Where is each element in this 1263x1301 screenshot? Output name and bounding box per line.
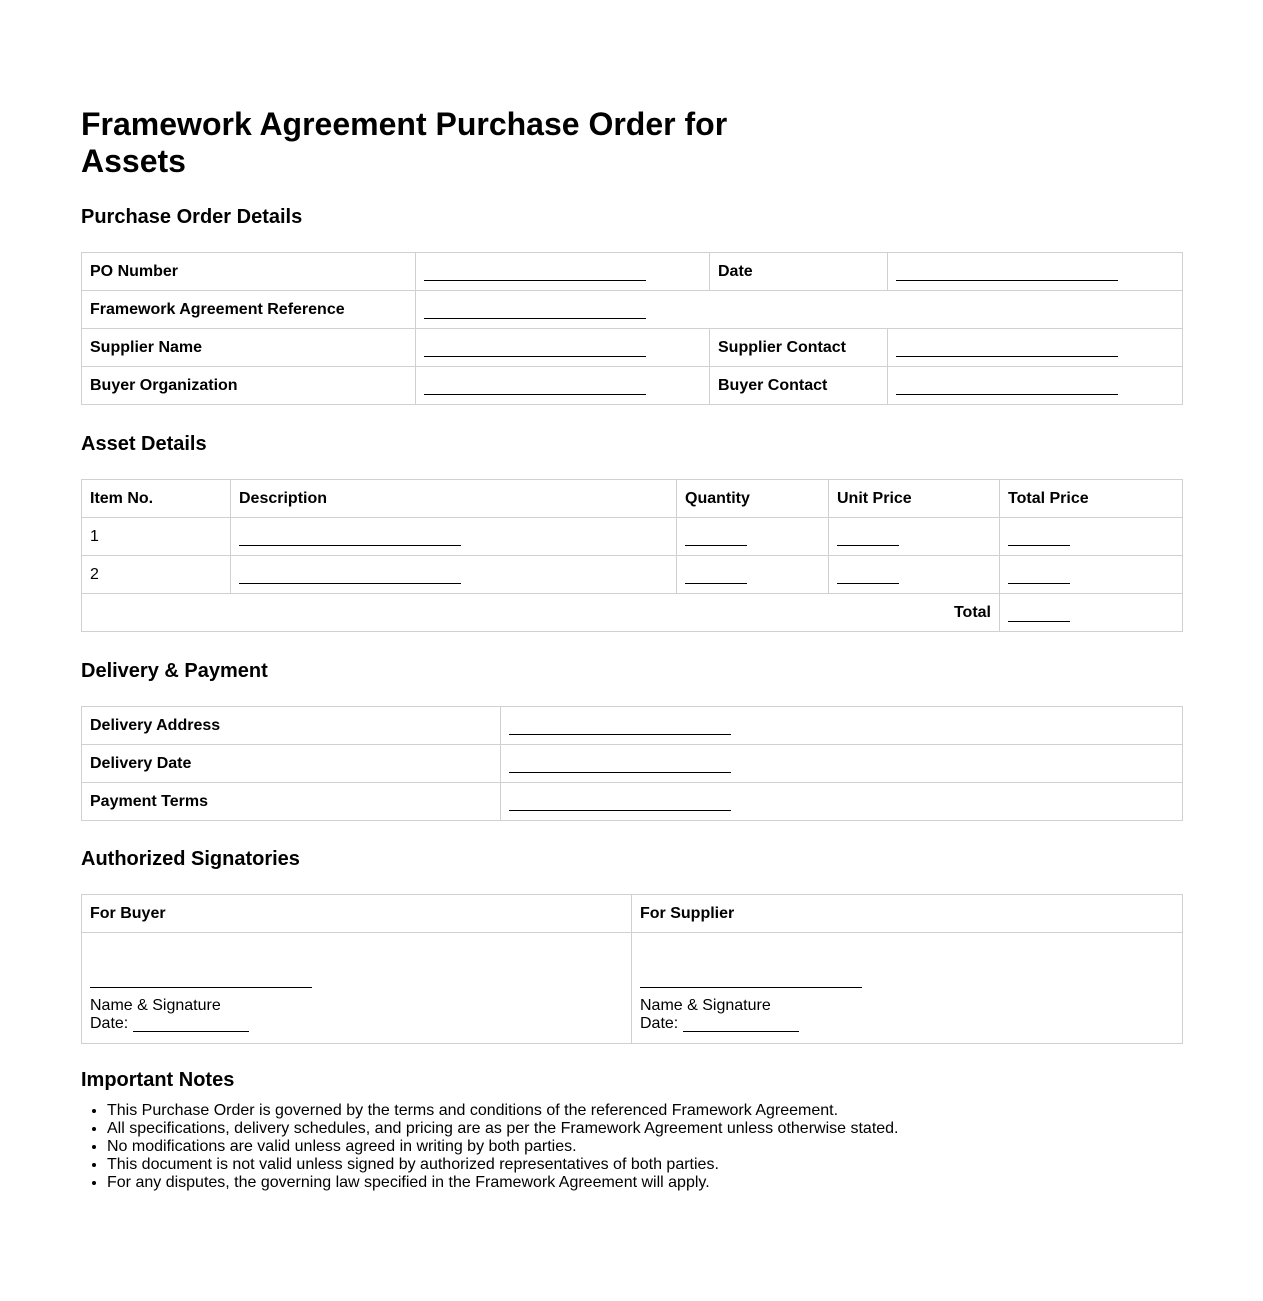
table-header-row xyxy=(82,895,1183,933)
list-item: • This Purchase Order is governed by the terms and conditions of the referenced Framework Agreement. xyxy=(107,1102,1207,1120)
total-label: Total xyxy=(82,594,1000,632)
column-header-item-no: Item No. xyxy=(82,480,231,518)
table-row xyxy=(82,253,1183,291)
buyer-signature-block xyxy=(82,933,632,1044)
column-header-quantity: Quantity xyxy=(677,480,829,518)
for-buyer-label: For Buyer xyxy=(82,895,632,933)
table-row xyxy=(82,556,1183,594)
section-heading-signatories: Authorized Signatories xyxy=(81,848,300,870)
table-row xyxy=(82,329,1183,367)
quantity-field[interactable] xyxy=(685,567,747,584)
table-row xyxy=(82,783,1183,821)
buyer-organization-label: Buyer Organization xyxy=(82,367,416,405)
for-supplier-label: For Supplier xyxy=(632,895,1183,933)
unit-price-field[interactable] xyxy=(837,529,899,546)
name-signature-label: Name & Signature xyxy=(90,997,221,1014)
supplier-signature-line[interactable] xyxy=(640,987,862,988)
delivery-address-field[interactable] xyxy=(509,718,731,735)
payment-terms-label: Payment Terms xyxy=(82,783,501,821)
buyer-contact-field[interactable] xyxy=(896,378,1118,395)
list-item: • For any disputes, the governing law specified in the Framework Agreement will apply. xyxy=(107,1174,1207,1192)
quantity-field[interactable] xyxy=(685,529,747,546)
document-title: Framework Agreement Purchase Order for Assets xyxy=(81,106,728,179)
date-label: Date: xyxy=(640,1015,679,1032)
date-label: Date xyxy=(710,253,888,291)
column-header-unit-price: Unit Price xyxy=(829,480,1000,518)
buyer-signature-line[interactable] xyxy=(90,987,312,988)
date-field[interactable] xyxy=(896,264,1118,281)
column-header-description: Description xyxy=(231,480,677,518)
delivery-date-field[interactable] xyxy=(509,756,731,773)
supplier-contact-label: Supplier Contact xyxy=(710,329,888,367)
list-item: • No modifications are valid unless agreed in writing by both parties. xyxy=(107,1138,1207,1156)
total-price-field[interactable] xyxy=(1008,567,1070,584)
section-heading-notes: Important Notes xyxy=(81,1069,235,1091)
notes-list xyxy=(81,1102,1207,1192)
list-item: • This document is not valid unless signed by authorized representatives of both parties. xyxy=(107,1156,1207,1174)
po-number-field[interactable] xyxy=(424,264,646,281)
framework-reference-label: Framework Agreement Reference xyxy=(82,291,416,329)
buyer-organization-field[interactable] xyxy=(424,378,646,395)
po-number-label: PO Number xyxy=(82,253,416,291)
date-label: Date: xyxy=(90,1015,129,1032)
supplier-name-label: Supplier Name xyxy=(82,329,416,367)
table-row xyxy=(82,933,1183,1044)
supplier-name-field[interactable] xyxy=(424,340,646,357)
buyer-contact-label: Buyer Contact xyxy=(710,367,888,405)
signatories-table xyxy=(81,894,1183,1044)
section-heading-asset-details: Asset Details xyxy=(81,433,207,455)
supplier-signature-block xyxy=(632,933,1183,1044)
table-row xyxy=(82,707,1183,745)
delivery-address-label: Delivery Address xyxy=(82,707,501,745)
table-row xyxy=(82,745,1183,783)
delivery-date-label: Delivery Date xyxy=(82,745,501,783)
description-field[interactable] xyxy=(239,567,461,584)
supplier-date-field[interactable] xyxy=(683,1017,799,1032)
total-price-field[interactable] xyxy=(1008,529,1070,546)
unit-price-field[interactable] xyxy=(837,567,899,584)
name-signature-label: Name & Signature xyxy=(640,997,771,1014)
asset-details-table xyxy=(81,479,1183,632)
payment-terms-field[interactable] xyxy=(509,794,731,811)
supplier-contact-field[interactable] xyxy=(896,340,1118,357)
buyer-date-field[interactable] xyxy=(133,1017,249,1032)
column-header-total-price: Total Price xyxy=(1000,480,1183,518)
grand-total-field[interactable] xyxy=(1008,605,1070,622)
table-header-row xyxy=(82,480,1183,518)
table-total-row xyxy=(82,594,1183,632)
section-heading-po-details: Purchase Order Details xyxy=(81,206,303,228)
section-heading-delivery-payment: Delivery & Payment xyxy=(81,660,268,682)
table-row xyxy=(82,518,1183,556)
table-row xyxy=(82,291,1183,329)
description-field[interactable] xyxy=(239,529,461,546)
delivery-payment-table xyxy=(81,706,1183,821)
framework-reference-field[interactable] xyxy=(424,302,646,319)
table-row xyxy=(82,367,1183,405)
item-number: 2 xyxy=(82,556,231,594)
item-number: 1 xyxy=(82,518,231,556)
po-details-table xyxy=(81,252,1183,405)
list-item: • All specifications, delivery schedules, and pricing are as per the Framework Agreement unless otherwise stated. xyxy=(107,1120,1207,1138)
